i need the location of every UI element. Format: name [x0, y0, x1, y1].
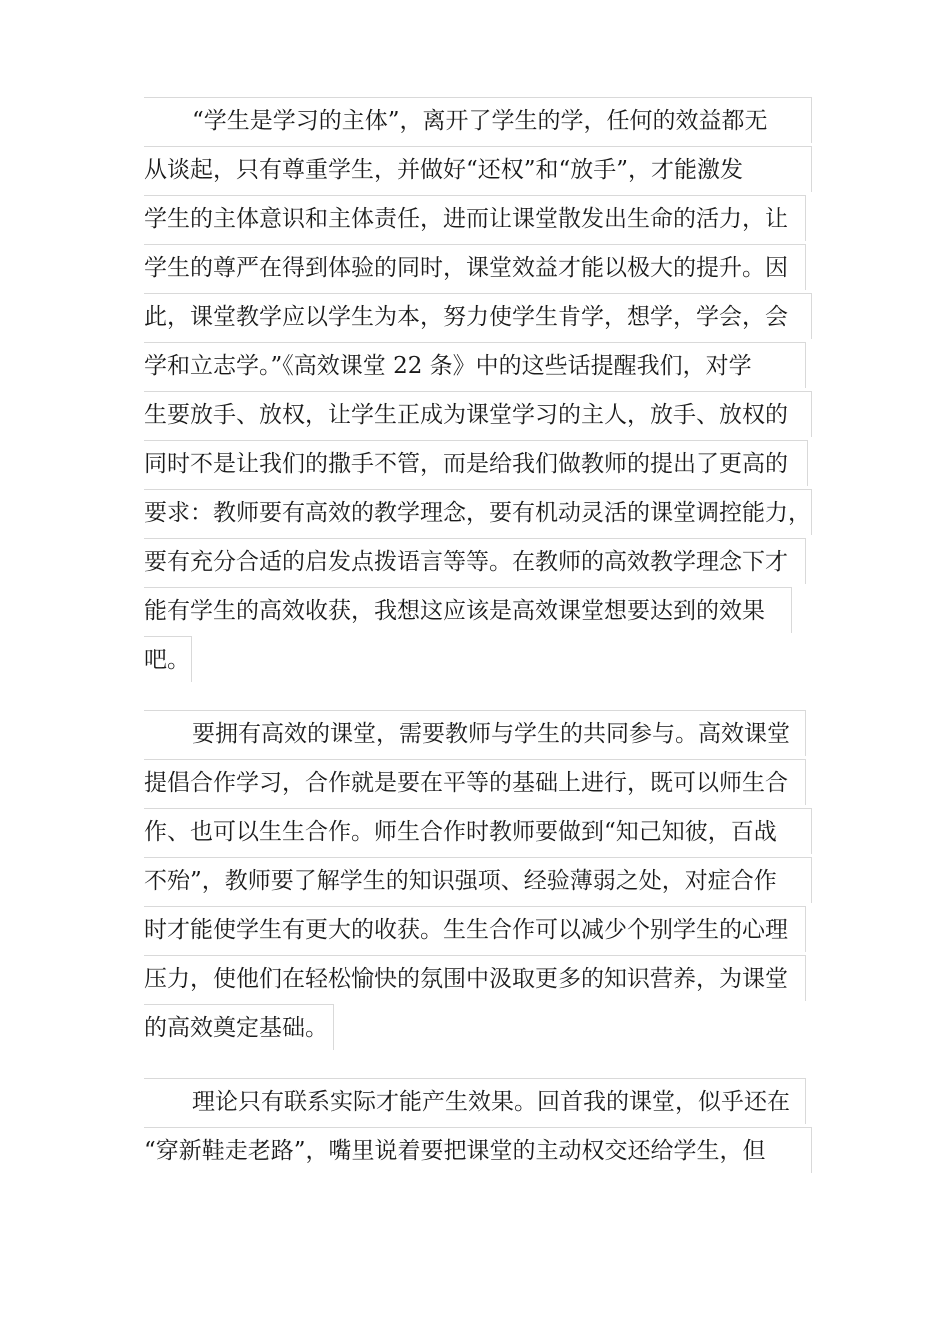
text-line: 压力，使他们在轻松愉快的氛围中汲取更多的知识营养，为课堂	[144, 955, 806, 1001]
text-line: 作、也可以生生合作。师生合作时教师要做到“知己知彼，百战	[144, 808, 812, 854]
text-line: 要求：教师要有高效的教学理念，要有机动灵活的课堂调控能力，	[144, 489, 812, 535]
text-line: 此，课堂教学应以学生为本，努力使学生肯学，想学，学会，会	[144, 293, 812, 339]
text-line: 从谈起，只有尊重学生，并做好“还权”和“放手”，才能激发	[144, 146, 812, 192]
text-line: 能有学生的高效收获，我想这应该是高效课堂想要达到的效果	[144, 587, 792, 633]
text-line: 的高效奠定基础。	[144, 1004, 334, 1050]
text-line: 学生的尊严在得到体验的同时，课堂效益才能以极大的提升。因	[144, 244, 806, 290]
text-line: 时才能使学生有更大的收获。生生合作可以减少个别学生的心理	[144, 906, 806, 952]
text-line: “穿新鞋走老路”，嘴里说着要把课堂的主动权交还给学生，但	[144, 1127, 812, 1173]
text-line: 不殆”，教师要了解学生的知识强项、经验薄弱之处，对症合作	[144, 857, 812, 903]
text-line: 吧。	[144, 636, 192, 682]
text-line: 要拥有高效的课堂，需要教师与学生的共同参与。高效课堂	[144, 710, 806, 756]
text-line: 学和立志学。”《高效课堂 22 条》中的这些话提醒我们，对学	[144, 342, 806, 388]
text-line: 学生的主体意识和主体责任，进而让课堂散发出生命的活力，让	[144, 195, 806, 241]
text-line: 理论只有联系实际才能产生效果。回首我的课堂，似乎还在	[144, 1078, 806, 1124]
text-line: 生要放手、放权，让学生正成为课堂学习的主人，放手、放权的	[144, 391, 812, 437]
text-line: 提倡合作学习，合作就是要在平等的基础上进行，既可以师生合	[144, 759, 806, 805]
text-line: “学生是学习的主体”，离开了学生的学，任何的效益都无	[144, 97, 812, 143]
text-line: 要有充分合适的启发点拨语言等等。在教师的高效教学理念下才	[144, 538, 806, 584]
text-line: 同时不是让我们的撒手不管，而是给我们做教师的提出了更高的	[144, 440, 808, 486]
